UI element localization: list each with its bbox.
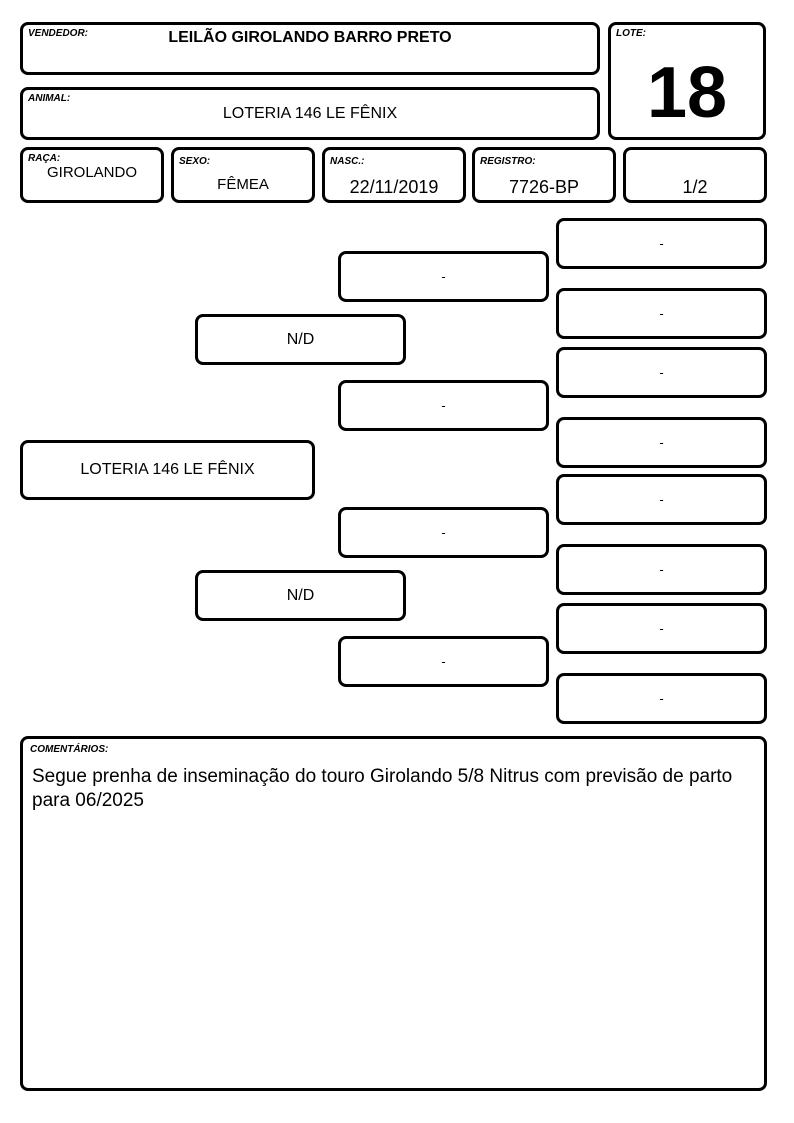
- nasc-value: 22/11/2019: [349, 177, 439, 197]
- sexo-label: SEXO:: [179, 156, 211, 167]
- lote-label: LOTE:: [616, 28, 646, 39]
- raca-value: GIROLANDO: [46, 164, 137, 181]
- comments-text: Segue prenha de inseminação do touro Girolando 5/8 Nitrus com previsão de parto para 06/2025: [32, 766, 733, 811]
- registro-box: [472, 147, 616, 203]
- pedigree-animal: LOTERIA 146 LE FÊNIX: [20, 440, 315, 500]
- nasc-box: [322, 147, 466, 203]
- grau-value: 1/2: [682, 177, 708, 197]
- animal-value: LOTERIA 146 LE FÊNIX: [222, 105, 398, 122]
- pedigree-great-grandparent: -: [556, 474, 767, 525]
- pedigree-great-grandparent: -: [556, 347, 767, 398]
- pedigree-sire: N/D: [195, 314, 406, 365]
- pedigree-grandparent: -: [338, 636, 549, 687]
- pedigree-grandparent: -: [338, 507, 549, 558]
- registro-label: REGISTRO:: [480, 156, 536, 167]
- pedigree-dam: N/D: [195, 570, 406, 621]
- sexo-box: [171, 147, 315, 203]
- animal-label: ANIMAL:: [28, 93, 71, 104]
- nasc-label: NASC.:: [330, 156, 365, 167]
- raca-box: [20, 147, 164, 203]
- comments-label: COMENTÁRIOS:: [30, 744, 109, 755]
- pedigree-great-grandparent: -: [556, 417, 767, 468]
- registro-value: 7726-BP: [508, 177, 580, 197]
- sexo-value: FÊMEA: [217, 176, 269, 193]
- pedigree-great-grandparent: -: [556, 603, 767, 654]
- pedigree-grandparent: -: [338, 380, 549, 431]
- grau-box: [623, 147, 767, 203]
- pedigree-great-grandparent: -: [556, 288, 767, 339]
- vendedor-label: VENDEDOR:: [28, 28, 89, 39]
- pedigree-great-grandparent: -: [556, 544, 767, 595]
- animal-box: [20, 87, 600, 140]
- pedigree-great-grandparent: -: [556, 218, 767, 269]
- lote-box: [608, 22, 766, 140]
- comments-box: [20, 736, 767, 1091]
- lote-number: 18: [646, 53, 728, 133]
- pedigree-great-grandparent: -: [556, 673, 767, 724]
- vendedor-value: LEILÃO GIROLANDO BARRO PRETO: [168, 29, 452, 46]
- pedigree-grandparent: -: [338, 251, 549, 302]
- raca-label: RAÇA:: [28, 153, 61, 164]
- vendedor-box: [20, 22, 600, 75]
